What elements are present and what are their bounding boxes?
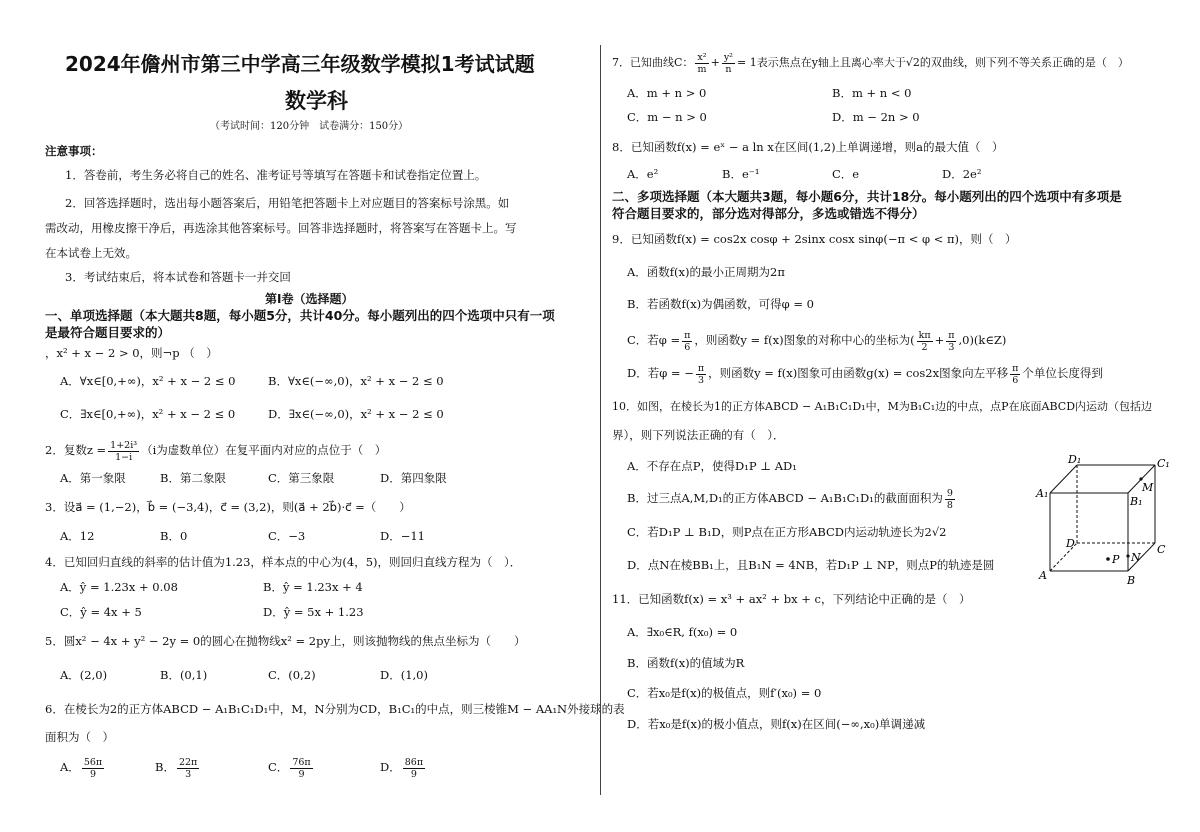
q9-d-shift bbox=[1010, 363, 1020, 386]
q4-stem: 4．已知回归直线的斜率的估计值为1.23，样本点的中心为(4，5)，则回归直线方程为（ ）． bbox=[45, 555, 522, 569]
q6-option-d-label: D． bbox=[380, 760, 401, 774]
q9-d-shift-den: 6 bbox=[1012, 374, 1019, 386]
q6-option-d-fraction bbox=[403, 757, 425, 780]
point-n bbox=[1126, 554, 1129, 557]
q4-option-d: D．ŷ = 5x + 1.23 bbox=[263, 605, 364, 619]
q9-c-text4: ,0)(k∈Z) bbox=[958, 333, 1007, 347]
section2-heading: 二、多项选择题（本大题共3题，每小题6分，共计18分。每小题列出的四个选项中有多项是 bbox=[612, 189, 1122, 204]
q6-option-a bbox=[60, 754, 106, 780]
q2-option-c: C．第三象限 bbox=[268, 471, 335, 485]
part-heading: 第Ⅰ卷（选择题） bbox=[265, 292, 354, 306]
q6-stem-cont: 面积为（ ） bbox=[45, 730, 114, 744]
point-p bbox=[1106, 557, 1110, 561]
q10-b-den: 8 bbox=[946, 499, 953, 511]
q9-stem: 9．已知函数f(x) = cos2x cosφ + 2sinx cosx sinφ(−π < φ < π)，则（ ） bbox=[612, 232, 1017, 246]
q6-option-b bbox=[155, 754, 201, 780]
label-n: N bbox=[1131, 551, 1141, 564]
q6-option-c-fraction bbox=[290, 757, 312, 780]
label-a1: A₁ bbox=[1036, 487, 1049, 500]
label-m: M bbox=[1142, 481, 1154, 494]
q2-denominator: 1−i bbox=[115, 451, 133, 463]
q10-b-fraction bbox=[945, 488, 955, 511]
q7-option-b: B．m + n < 0 bbox=[832, 86, 912, 100]
q6-option-c bbox=[268, 754, 315, 780]
q7-term2-num: y² bbox=[723, 51, 733, 63]
q7-option-a: A．m + n > 0 bbox=[627, 86, 707, 100]
q1-option-d: D．∃x∈(−∞,0)，x² + x − 2 ≤ 0 bbox=[268, 407, 444, 421]
q9-c-k bbox=[917, 330, 933, 353]
q7-term2 bbox=[722, 52, 735, 75]
q6-d-num: 86π bbox=[404, 756, 424, 768]
section1-heading: 一、单项选择题（本大题共8题，每小题5分，共计40分。每小题列出的四个选项中只有一项 bbox=[45, 308, 555, 323]
notes-item: 在本试卷上无效。 bbox=[45, 246, 137, 260]
q2-option-d: D．第四象限 bbox=[380, 471, 447, 485]
exam-title: 2024年儋州市第三中学高三年级数学模拟1考试试题 bbox=[65, 52, 535, 76]
q9-c-text3: + bbox=[934, 333, 945, 347]
notes-item: 需改动，用橡皮擦干净后，再选涂其他答案标号。回答非选择题时，将答案写在答题卡上。写 bbox=[45, 221, 517, 235]
q6-stem: 6．在棱长为2的正方体ABCD − A₁B₁C₁D₁中，M，N分别为CD，B₁C₁的中点，则三棱锥M − AA₁N外接球的表 bbox=[45, 702, 625, 716]
label-p: P bbox=[1112, 553, 1120, 566]
q9-d-text2: ，则函数y = f(x)图象可由函数g(x) = cos2x图象向左平移 bbox=[708, 366, 1009, 380]
q6-option-c-label: C． bbox=[268, 760, 289, 774]
q7-term1-den: m bbox=[697, 63, 707, 75]
q5-option-c: C．(0,2) bbox=[268, 668, 316, 682]
subject-title: 数学科 bbox=[285, 89, 348, 113]
q9-c-phi-num: π bbox=[684, 329, 691, 341]
q2-fraction bbox=[108, 440, 139, 463]
q2-option-b: B．第二象限 bbox=[160, 471, 226, 485]
q6-a-den: 9 bbox=[89, 768, 96, 780]
q4-option-c: C．ŷ = 4x + 5 bbox=[60, 605, 142, 619]
q3-option-c: C．−3 bbox=[268, 529, 306, 543]
q10-option-a: A．不存在点P，使得D₁P ⊥ AD₁ bbox=[627, 459, 797, 473]
q8-option-d: D．2e² bbox=[942, 167, 982, 181]
q11-option-c: C．若x₀是f(x)的极值点，则f′(x₀) = 0 bbox=[627, 686, 822, 700]
q4-option-a: A．ŷ = 1.23x + 0.08 bbox=[60, 580, 178, 594]
q7-post: = 1表示焦点在y轴上且离心率大于√2的双曲线，则下列不等关系正确的是（ ） bbox=[737, 56, 1129, 69]
section2-heading-cont: 符合题目要求的，部分选对得部分，多选或错选不得分） bbox=[612, 206, 925, 221]
q2-post: （i为虚数单位）在复平面内对应的点位于（ ） bbox=[141, 443, 387, 457]
q7-stem bbox=[612, 50, 1129, 76]
edge-a1d1 bbox=[1050, 465, 1077, 493]
q2-numerator: 1+2i³ bbox=[110, 439, 138, 451]
q9-option-a: A．函数f(x)的最小正周期为2π bbox=[627, 265, 785, 279]
q6-b-num: 22π bbox=[178, 756, 198, 768]
q10-option-b bbox=[627, 485, 957, 511]
q11-option-a: A．∃x₀∈R, f(x₀) = 0 bbox=[627, 625, 738, 639]
q9-c-p-den: 3 bbox=[948, 341, 955, 353]
q6-c-num: 76π bbox=[292, 756, 311, 768]
q6-option-d bbox=[380, 754, 427, 780]
q7-term1 bbox=[695, 52, 708, 75]
column-divider bbox=[600, 45, 601, 795]
q8-option-c: C．e bbox=[832, 167, 860, 181]
q11-stem: 11．已知函数f(x) = x³ + ax² + bx + c，下列结论中正确的是（ ） bbox=[612, 592, 971, 606]
section1-heading-cont: 是最符合题目要求的） bbox=[45, 325, 171, 340]
q9-d-phi-num: π bbox=[697, 362, 705, 374]
q7-term1-num: x² bbox=[697, 51, 707, 63]
q2-pre: 2．复数z = bbox=[45, 443, 107, 457]
q9-c-p-num: π bbox=[948, 329, 955, 341]
exam-meta: （考试时间：120分钟 试卷满分：150分） bbox=[210, 121, 409, 132]
label-d1: D₁ bbox=[1068, 455, 1082, 466]
label-d: D bbox=[1066, 537, 1075, 550]
q3-option-d: D．−11 bbox=[380, 529, 425, 543]
q9-d-text3: 个单位长度得到 bbox=[1022, 366, 1103, 380]
label-a: A bbox=[1039, 569, 1047, 582]
q3-option-b: B．0 bbox=[160, 529, 188, 543]
q7-term2-den: n bbox=[725, 63, 732, 75]
q10-option-d: D．点N在棱BB₁上，且B₁N = 4NB，若D₁P ⊥ NP，则点P的轨迹是圆 bbox=[627, 558, 995, 572]
q6-option-a-label: A． bbox=[60, 760, 80, 774]
label-b: B bbox=[1127, 574, 1136, 587]
q7-pre: 7．已知曲线C： bbox=[612, 56, 694, 69]
q5-option-a: A．(2,0) bbox=[60, 668, 108, 682]
q10-b-num: 9 bbox=[946, 487, 953, 499]
q9-c-phi-den: 6 bbox=[684, 341, 691, 353]
q8-stem: 8．已知函数f(x) = eˣ − a ln x在区间(1,2)上单调递增，则a的最大值（ ） bbox=[612, 140, 1004, 154]
q4-option-b: B．ŷ = 1.23x + 4 bbox=[263, 580, 363, 594]
q5-option-d: D．(1,0) bbox=[380, 668, 428, 682]
q2-stem bbox=[45, 437, 386, 463]
q6-a-num: 56π bbox=[83, 756, 103, 768]
q9-c-p bbox=[946, 330, 956, 353]
q7-option-d: D．m − 2n > 0 bbox=[832, 110, 920, 124]
notes-item: 1．答卷前，考生务必将自己的姓名、准考证号等填写在答题卡和试卷指定位置上。 bbox=[65, 168, 487, 182]
notes-item: 2．回答选择题时，选出每小题答案后，用铅笔把答题卡上对应题目的答案标号涂黑。如 bbox=[65, 196, 510, 210]
q6-c-den: 9 bbox=[298, 768, 305, 780]
q10-option-c: C．若D₁P ⊥ B₁D，则P点在正方形ABCD内运动轨迹长为2√2 bbox=[627, 525, 947, 539]
q2-option-a: A．第一象限 bbox=[60, 471, 126, 485]
q9-c-phi bbox=[682, 330, 692, 353]
q9-option-b: B．若函数f(x)为偶函数，可得φ = 0 bbox=[627, 297, 814, 311]
q6-option-b-fraction bbox=[177, 757, 199, 780]
q10-b-text: B．过三点A,M,D₁的正方体ABCD − A₁B₁C₁D₁的截面面积为 bbox=[627, 491, 943, 505]
q6-option-b-label: B． bbox=[155, 760, 175, 774]
label-c: C bbox=[1157, 543, 1166, 556]
notes-item: 3．考试结束后，将本试卷和答题卡一并交回 bbox=[65, 270, 291, 284]
q9-d-text1: D．若φ = − bbox=[627, 366, 694, 380]
q6-b-den: 3 bbox=[185, 768, 192, 780]
q3-option-a: A．12 bbox=[60, 529, 95, 543]
q10-stem-cont: 界），则下列说法正确的有（ ）． bbox=[612, 428, 785, 442]
q1-option-b: B．∀x∈(−∞,0)，x² + x − 2 ≤ 0 bbox=[268, 374, 444, 388]
q9-c-text2: ，则函数y = f(x)图象的对称中心的坐标为( bbox=[694, 333, 915, 347]
label-c1: C₁ bbox=[1157, 457, 1170, 470]
q9-c-text1: C．若φ = bbox=[627, 333, 681, 347]
q1-option-a: A．∀x∈[0,+∞)，x² + x − 2 ≤ 0 bbox=[60, 374, 236, 388]
q11-option-d: D．若x₀是f(x)的极小值点，则f(x)在区间(−∞,x₀)单调递减 bbox=[627, 717, 926, 731]
q7-option-c: C．m − n > 0 bbox=[627, 110, 707, 124]
q1-option-c: C．∃x∈[0,+∞)，x² + x − 2 ≤ 0 bbox=[60, 407, 236, 421]
q7-plus: + bbox=[710, 56, 720, 69]
q3-stem: 3．设a⃗ = (1,−2)，b⃗ = (−3,4)，c⃗ = (3,2)，则(a⃗ + 2b⃗)·c⃗ =（ ） bbox=[45, 500, 411, 514]
q6-option-a-fraction bbox=[82, 757, 104, 780]
q9-c-k-num: kπ bbox=[918, 329, 931, 341]
q5-option-b: B．(0,1) bbox=[160, 668, 208, 682]
q6-d-den: 9 bbox=[410, 768, 417, 780]
q9-option-d bbox=[627, 359, 1103, 387]
q10-stem: 10．如图，在棱长为1的正方体ABCD − A₁B₁C₁D₁中，M为B₁C₁边的中点，点P在底面ABCD内运动（包括边 bbox=[612, 400, 1153, 413]
q9-d-phi bbox=[696, 363, 706, 386]
q8-option-b: B．e⁻¹ bbox=[722, 167, 760, 181]
q8-option-a: A．e² bbox=[627, 167, 659, 181]
q9-c-k-den: 2 bbox=[921, 341, 928, 353]
q11-option-b: B．函数f(x)的值域为R bbox=[627, 656, 745, 670]
q5-stem: 5．圆x² − 4x + y² − 2y = 0的圆心在抛物线x² = 2py上，则该抛物线的焦点坐标为（ ） bbox=[45, 634, 526, 648]
q9-d-phi-den: 3 bbox=[697, 374, 704, 386]
q9-option-c bbox=[627, 326, 1006, 354]
label-b1: B₁ bbox=[1130, 495, 1143, 508]
cube-figure bbox=[1030, 455, 1175, 590]
q1-stem: ，x² + x − 2 > 0，则¬p （ ） bbox=[45, 346, 218, 360]
q9-d-shift-num: π bbox=[1012, 362, 1019, 374]
notes-heading: 注意事项： bbox=[45, 144, 103, 158]
